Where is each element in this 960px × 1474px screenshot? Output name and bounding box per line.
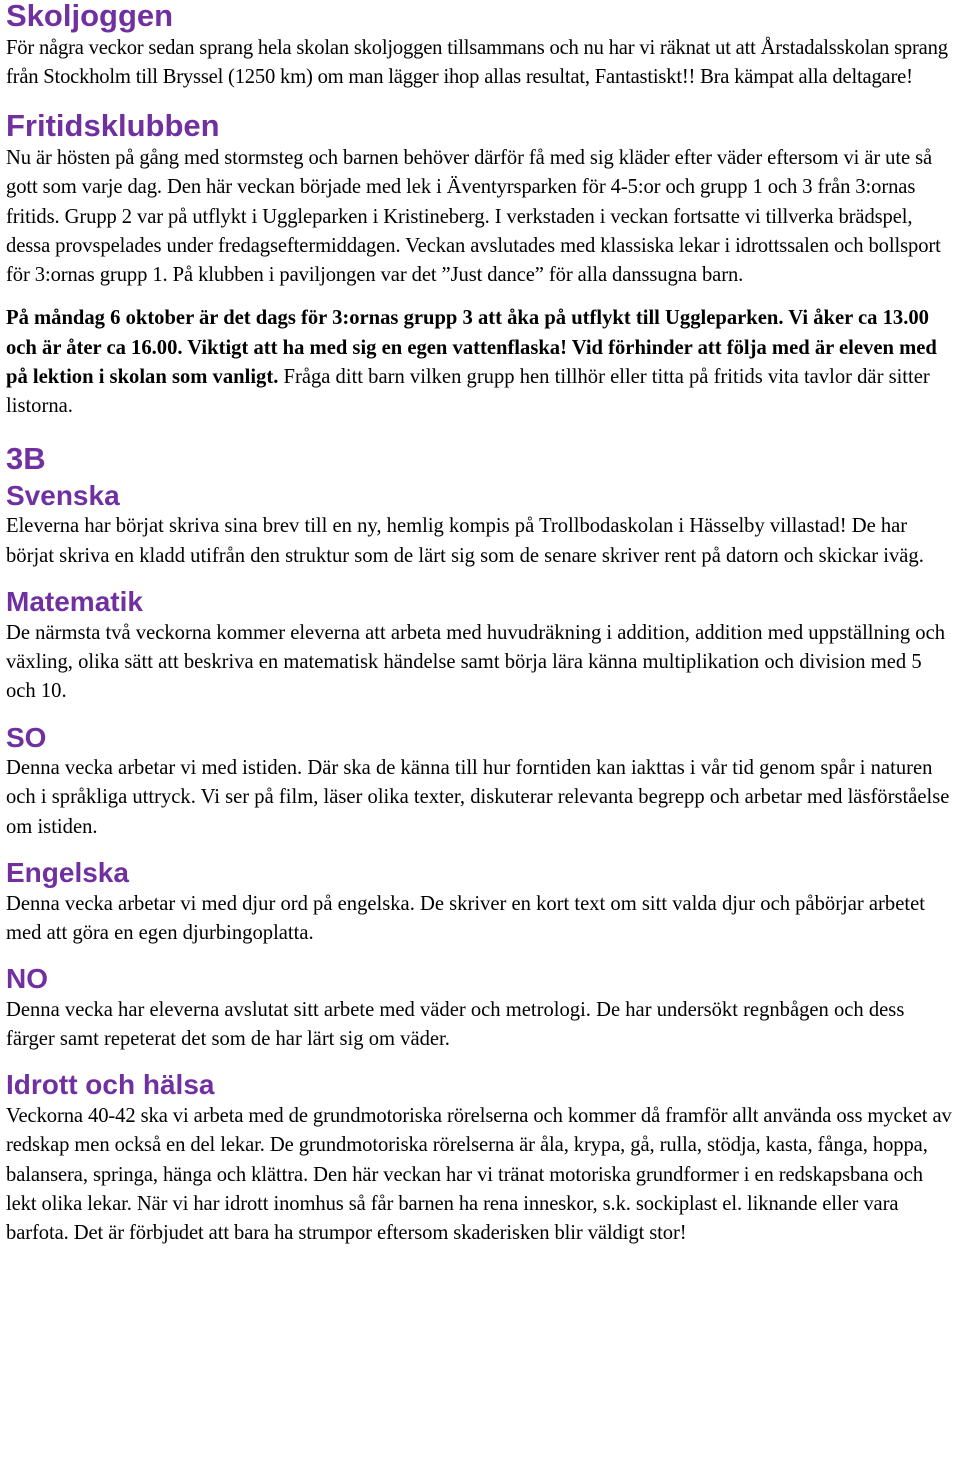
svenska-heading: Svenska — [6, 479, 120, 511]
matematik-heading: Matematik — [6, 586, 143, 618]
skoljoggen-heading: Skoljoggen — [6, 0, 174, 33]
idrott-heading: Idrott och hälsa — [6, 1069, 215, 1101]
no-text: Denna vecka har eleverna avslutat sitt arbete med väder och metrologi. De har undersökt regnbågen och dess färger samt repeterat det som de har lärt sig om väder. — [6, 998, 905, 1051]
fritidsklubben-notice-normal: Fråga ditt barn vilken grupp hen tillhör eller titta på fritids vita tavlor där sitter listorna. — [6, 366, 930, 418]
class-heading: 3B — [6, 440, 46, 476]
so-text: Denna vecka arbetar vi med istiden. Där ska de känna till hur forntiden kan iakttas i vår tid genom spår i naturen och i språkliga uttryck. Vi ser på film, läser olika texter, diskuterar relevanta begrepp och arbetar med läsförståelse om istiden. — [6, 757, 950, 838]
fritidsklubben-notice-bold: På måndag 6 oktober är det dags för 3:ornas grupp 3 att åka på utflykt till Uggleparken. Vi åker ca 13.00 och är åter ca 16.00. Viktigt att ha med sig en egen vattenflaska! Vid förhinder att följa med är eleven med på lektion i skolan som vanligt. — [6, 307, 937, 389]
svenska-text: Eleverna har börjat skriva sina brev till en ny, hemlig kompis på Trollbodaskolan i Hässelby villastad! De har börjat skriva en kladd utifrån den struktur som de lärt sig som de senare skriver rent på datorn och skickar iväg. — [6, 515, 924, 567]
matematik-text: De närmsta två veckorna kommer eleverna att arbeta med huvudräkning i addition, addition med uppställning och växling, olika sätt att beskriva en matematisk händelse samt börja lära känna multiplikation och division med 5 och 10. — [6, 621, 946, 703]
idrott-text: Veckorna 40-42 ska vi arbeta med de grundmotoriska rörelserna och kommer då framför allt använda oss mycket av redskap men också en del lekar. De grundmotoriska rörelserna är åla, krypa, gå, rulla, stödja, kasta, fånga, hoppa, balansera, springa, hänga och klättra. Den här veckan har vi tränat motoriska grundformer i en redskapsbana och lekt olika lekar. När vi har idrott inomhus så får barnen ha rena inneskor, s.k. sockiplast el. liknande eller vara barfota. Det är förbjudet att bara ha strumpor eftersom skaderisken blir väldigt stor! — [6, 1104, 952, 1245]
engelska-heading: Engelska — [6, 856, 129, 888]
no-heading: NO — [6, 963, 48, 995]
so-heading: SO — [6, 721, 47, 753]
fritidsklubben-heading: Fritidsklubben — [6, 107, 220, 143]
fritidsklubben-notice — [6, 304, 954, 421]
fritidsklubben-text: Nu är hösten på gång med stormsteg och barnen behöver därför få med sig kläder efter väder eftersom vi är ute så gott som varje dag. Den här veckan började med lek i Äventyrsparken för 4-5:or och grupp 1 och 3 från 3:ornas fritids. Grupp 2 var på utflykt i Uggleparken i Kristineberg. I verkstaden i veckan fortsatte vi tillverka brädspel, dessa provspelades under fredagseftermiddagen. Veckan avslutades med klassiska lekar i idrottssalen och bollsport för 3:ornas grupp 1. På klubben i paviljongen var det ”Just dance” för alla danssugna barn. — [6, 146, 941, 287]
engelska-text: Denna vecka arbetar vi med djur ord på engelska. De skriver en kort text om sitt valda djur och påbörjar arbetet med att göra en egen djurbingoplatta. — [6, 892, 925, 944]
skoljoggen-text: För några veckor sedan sprang hela skolan skoljoggen tillsammans och nu har vi räknat ut att Årstadalsskolan sprang från Stockholm till Bryssel (1250 km) om man lägger ihop allas resultat, Fantastiskt!! Bra kämpat alla deltagare! — [6, 37, 948, 89]
